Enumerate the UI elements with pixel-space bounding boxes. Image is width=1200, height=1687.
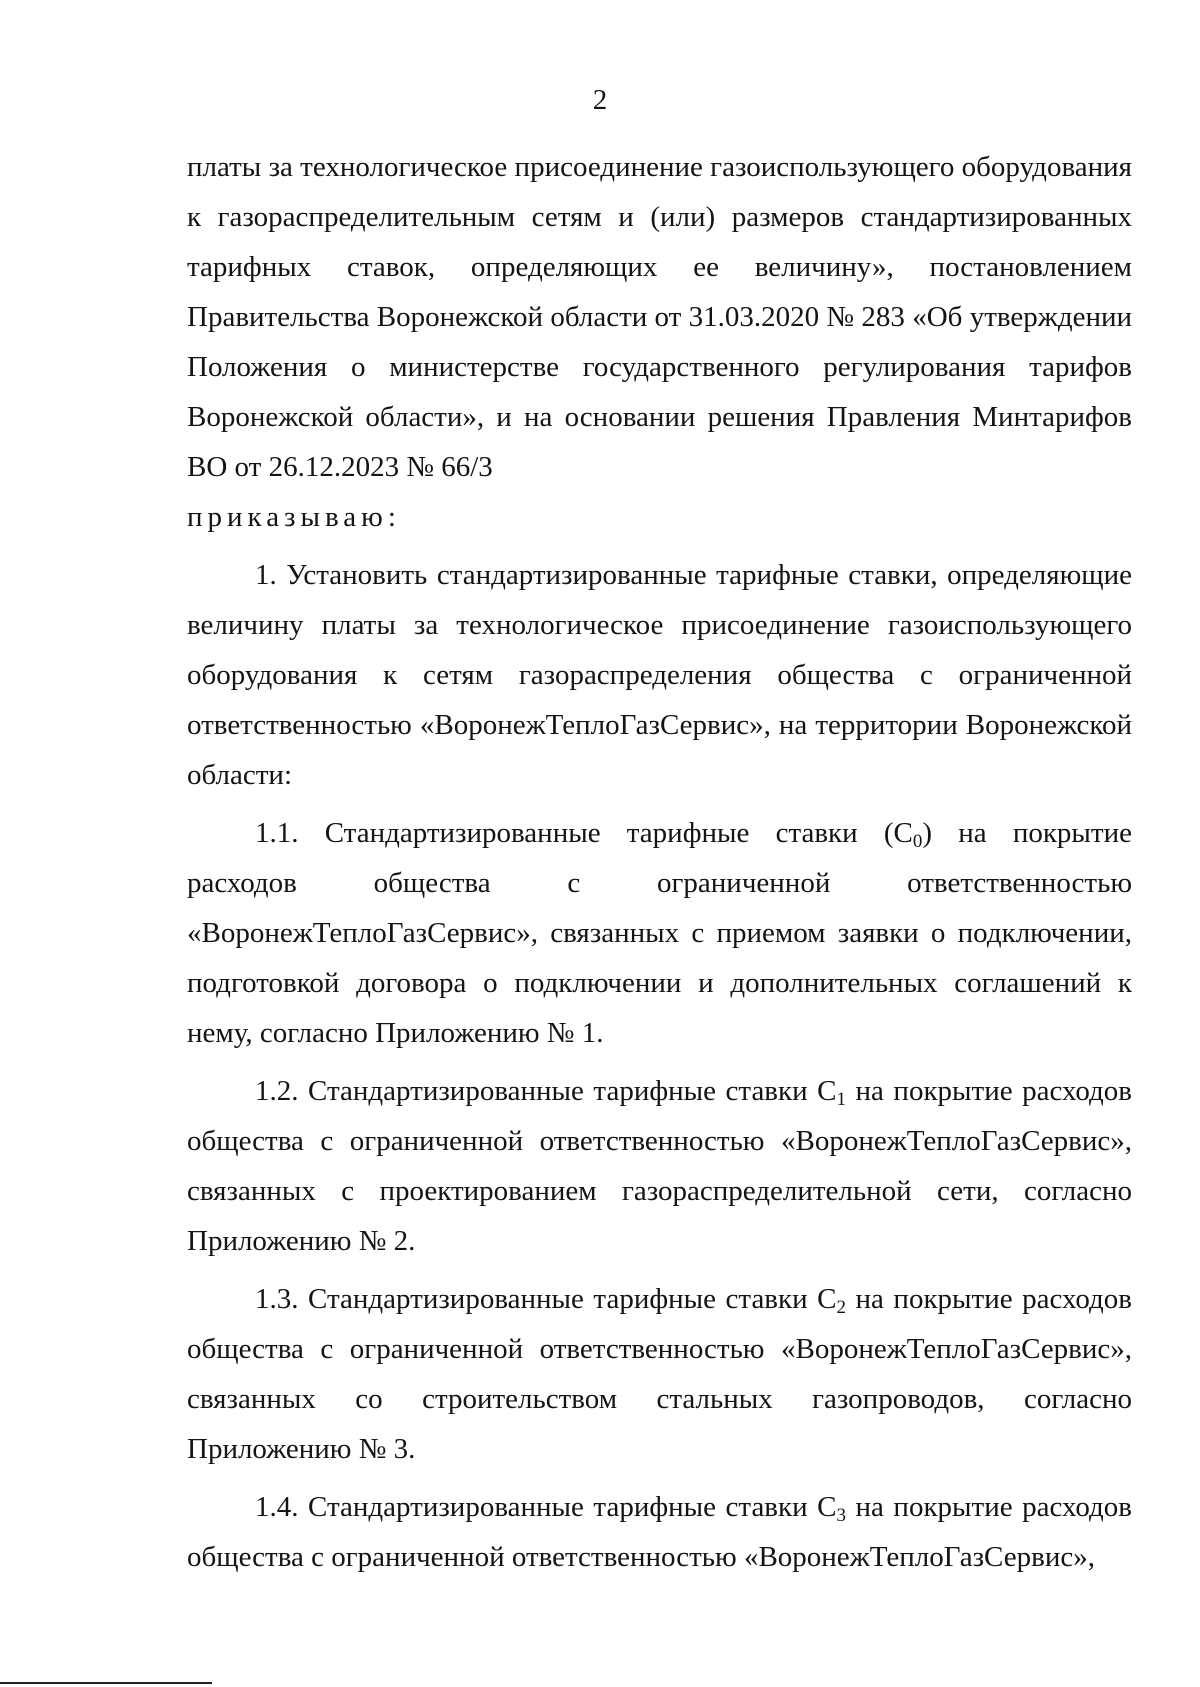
paragraph-1-2-text-b: на покрытие расходов общества с ограниченной ответственностью «ВоронежТеплоГазСервис», связанных с проектированием газораспределительной сети, согласно Приложению № 2. (187, 1075, 1132, 1257)
paragraph-1-1-text-a: 1.1. Стандартизированные тарифные ставки (С (255, 817, 913, 849)
paragraph-1-3 (187, 1274, 1132, 1474)
page-number: 2 (592, 84, 608, 116)
order-word: приказываю: (187, 501, 401, 533)
paragraph-1-3-text-a: 1.3. Стандартизированные тарифные ставки С (255, 1283, 837, 1315)
paragraph-1: 1. Установить стандартизированные тарифные ставки, определяющие величину платы за технологическое присоединение газоиспользующего оборудования к сетям газораспределения общества с ограниченной ответственностью «ВоронежТеплоГазСервис», на территории Воронежской области: (187, 559, 1132, 791)
footer-rule (0, 1682, 212, 1684)
paragraph-1-4-text-a: 1.4. Стандартизированные тарифные ставки С (255, 1491, 837, 1523)
paragraph-1-1 (187, 808, 1132, 1058)
subscript-0: 0 (912, 831, 923, 852)
paragraph-1-4-text-b: на покрытие расходов общества с ограниченной ответственностью «ВоронежТеплоГазСервис», (187, 1491, 1132, 1573)
subscript-2: 2 (836, 1297, 846, 1318)
paragraph-1-2 (187, 1066, 1132, 1266)
paragraph-1-3-text-b: на покрытие расходов общества с ограниченной ответственностью «ВоронежТеплоГазСервис», связанных со строительством стальных газопроводов, согласно Приложению № 3. (187, 1283, 1132, 1465)
paragraph-1-4 (187, 1482, 1132, 1582)
subscript-1: 1 (836, 1089, 846, 1110)
paragraph-preamble: платы за технологическое присоединение газоиспользующего оборудования к газораспределительным сетям и (или) размеров стандартизированных тарифных ставок, определяющих ее величину», постановлением Правительства Воронежской области от 31.03.2020 № 283 «Об утверждении Положения о министерстве государственного регулирования тарифов Воронежской области», и на основании решения Правления Минтарифов ВО от 26.12.2023 № 66/3 (187, 151, 1132, 483)
subscript-3: 3 (836, 1505, 846, 1526)
paragraph-1-1-text-b: ) на покрытие расходов общества с ограниченной ответственностью «ВоронежТеплоГазСервис», связанных с приемом заявки о подключении, подготовкой договора о подключении и дополнительных соглашений к нему, согласно Приложению № 1. (187, 817, 1132, 1049)
paragraph-1-2-text-a: 1.2. Стандартизированные тарифные ставки С (255, 1075, 837, 1107)
document-body (187, 142, 1132, 1582)
